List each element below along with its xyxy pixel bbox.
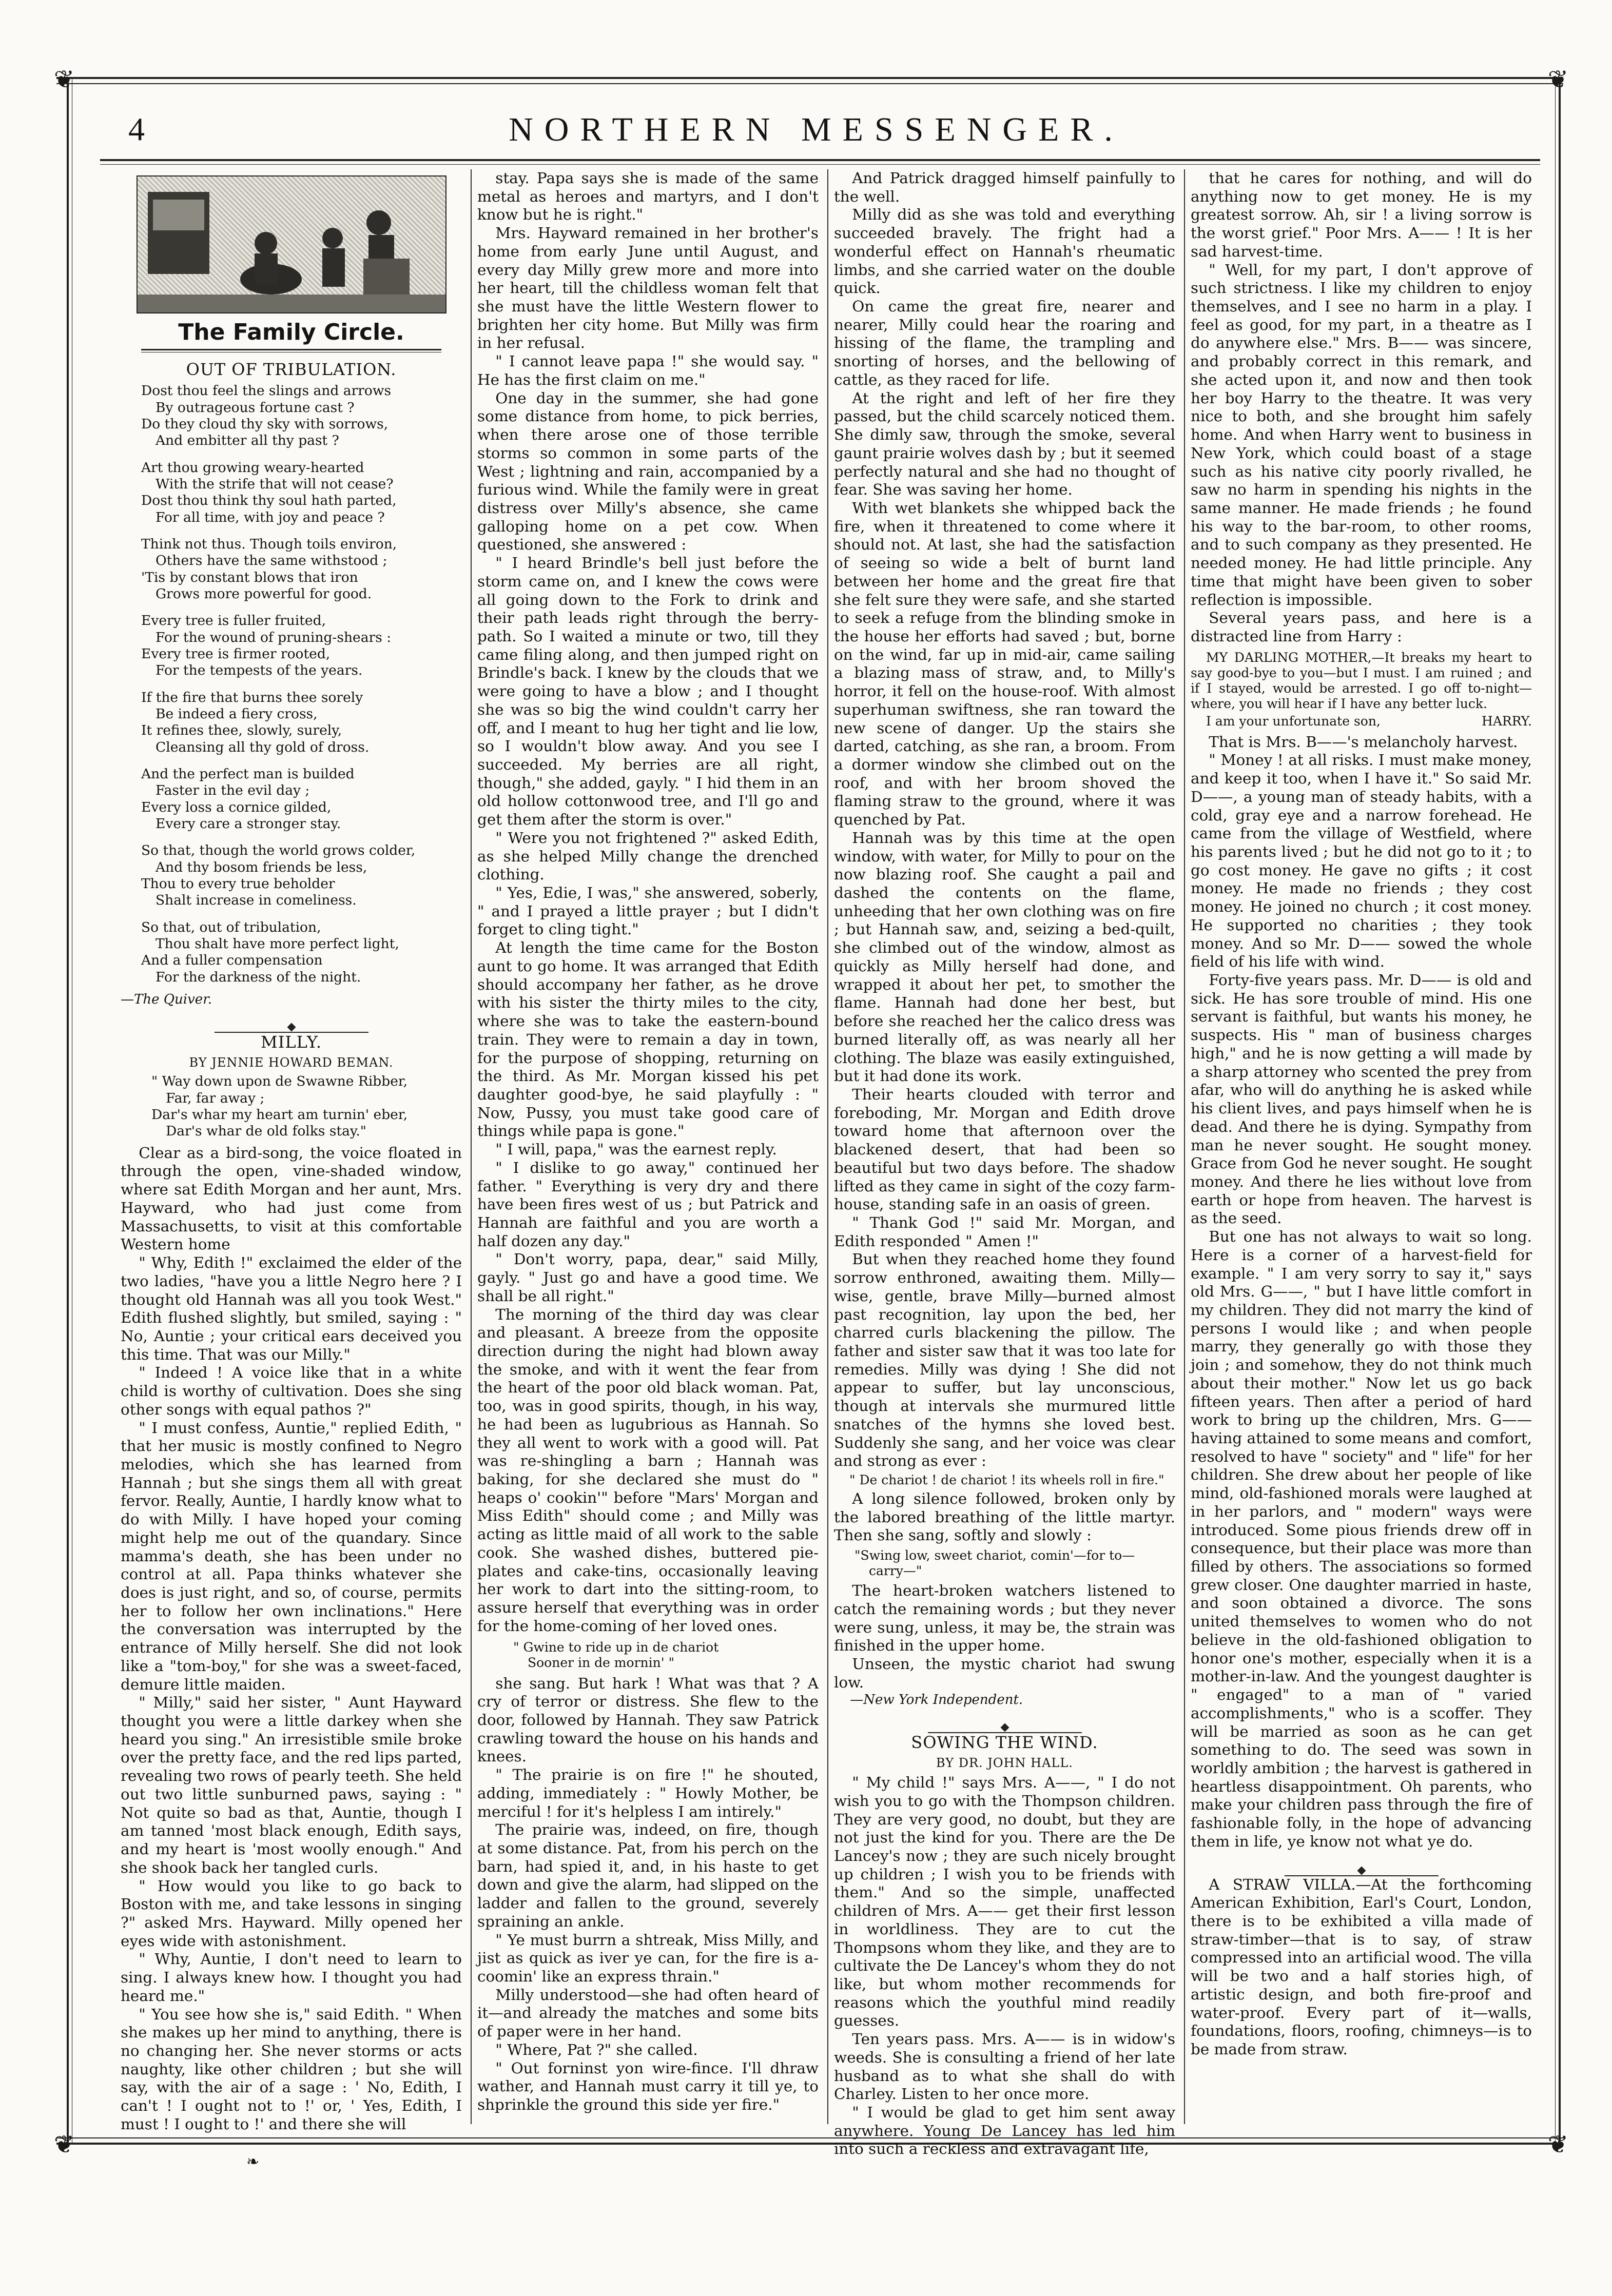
poem-line: Every tree is firmer rooted, [141,645,331,662]
paragraph: Their hearts clouded with terror and foreboding, Mr. Morgan and Edith drove toward home that afternoon over the blackened desert, that had been so beautiful but two days before. The shadow lifted as they came in sight of the cozy farm-house, standing safe in an oasis of green. [834,1085,1175,1213]
poem-line: By outrageous fortune cast ? [156,399,355,416]
article-byline: BY DR. JOHN HALL. [936,1755,1073,1770]
paragraph: But when they reached home they found sorrow enthroned, awaiting them. Milly—wise, gentle, brave Milly—burned almost past recognition, lay upon the bed, her charred curls blackening the pillow. The father and sister saw that it was too late for remedies. Milly was dying ! She did not appear to suffer, but lay unconscious, though at intervals she murmured little snatches of the hymns she loved best. Suddenly she sang, and her voice was clear and strong as ever : [834,1250,1175,1470]
paragraph: " I will, papa," was the earnest reply. [495,1141,777,1159]
poem-line: For the darkness of the night. [156,969,361,985]
article-heading: SOWING THE WIND. [911,1733,1098,1753]
epigraph-line: Dar's whar de old folks stay." [166,1123,366,1140]
poem-line: Shalt increase in comeliness. [156,892,357,909]
story-text-col2b [477,1675,819,2114]
poem-line: And a fuller compensation [141,952,323,969]
straw-villa-lead: A STRAW VILLA. [1209,1875,1356,1893]
paragraph: At the right and left of her fire they passed, but the child scarcely noticed them. She dimly saw, through the smoke, several gaunt prairie wolves dash by ; but it seemed perfectly natural and she had no thought of fear. She was saving her home. [834,389,1175,499]
paragraph: One day in the summer, she had gone some distance from home, to pick berries, when there arose one of those terrible storms so common in some parts of the West ; lightning and rain, accompanied by a furious wind. While the family were in great distress over Milly's absence, she came galloping home on a pet cow. When questioned, she answered : [477,389,819,554]
article-text-col3 [834,1774,1175,2158]
border-top-rule [56,77,1563,84]
family-circle-title: The Family Circle. [178,319,404,345]
paragraph: " I dislike to go away," continued her father. " Everything is very dry and there have been fires west of us ; but Patrick and Hannah are faithful and you are worth a half dozen any day." [477,1159,819,1250]
paragraph: But one has not always to wait so long. Here is a corner of a harvest-field for example. " I am very sorry to say it," says old Mrs. G——, " but I have little comfort in my children. They did not marry the kind of persons I would like ; and when people marry, they generally go with those they join ; and somehow, they do not think much about their mother." Now let us go back fifteen years. Then after a period of hard work to bring up the children, Mrs. G—— having attained to some means and comfort, resolved to have " society" and " life" for her children. She drew about her people of like mind, old-fashioned morals were laughed at in her parlors, and " modern" ways were introduced. Some pious friends drew off in consequence, but their place was more than filled by others. The associations so formed grew closer. One daughter married in haste, and soon obtained a divorce. The sons united themselves to women who do not believe in the old-fashioned obligation to honor one's mother, especially when it is a mother-in-law. And the youngest daughter is " engaged" to a man of " varied accomplishments," who is a scoffer. They will be married as soon as he can get something to do. The seed was sown in worldly ambition ; the harvest is gathered in heartless disappointment. Oh parents, who make your children pass through the fire of fashionable folly, in the hope of advancing them in life, ye know not what ye do. [1191,1228,1532,1850]
straw-villa-paragraph [1191,1876,1532,2059]
poem-stanza [141,460,462,526]
song-line: carry—" [869,1563,922,1579]
poem-line: Others have the same withstood ; [156,553,387,569]
paragraph: " My child !" says Mrs. A——, " I do not wish you to go with the Thompson children. They are very good, no doubt, but they are not just the kind for you. There are the De Lancey's now ; they are such nicely brought up children ; I wish you to be friends with them." And so the simple, unaffected children of Mrs. A—— get their first lesson in worldliness. They are to cut the Thompsons whom they like, and they are to cultivate the De Lancey's whom they do not like, but whom mother recommends for reasons which the youthful mind readily guesses. [834,1774,1175,2030]
story-epigraph [151,1073,462,1140]
poem-line: 'Tis by constant blows that iron [141,569,358,585]
poem-line: It refines thee, slowly, surely, [141,722,342,739]
story-text-col3c [834,1582,1175,1692]
paragraph: " Ye must burrn a shtreak, Miss Milly, and jist as quick as iver ye can, for the fire is a-coomin' like an express thrain." [477,1931,819,1985]
masthead [92,105,1540,156]
paragraph: The heart-broken watchers listened to catch the remaining words ; but they never were sung, unless, it may be, the strain was finished in the upper home. [834,1582,1175,1655]
ornament-corner-icon: ❦ [53,2130,75,2159]
paragraph: With wet blankets she whipped back the fire, when it threatened to come where it should not. At last, she had the satisfaction of seeing so wide a belt of burnt land between her home and the great fire that she felt sure they were safe, and she started to seek a refuge from the blinding smoke in the house her efforts had saved ; but, borne on the wind, far up in mid-air, came sailing a blazing mass of straw, and, to Milly's horror, it fell on the house-roof. With almost superhuman swiftness, she ran toward the new scene of danger. Up the stairs she darted, catching, as she ran, a broom. From a dormer window she climbed out on the roof, and with her broom shoved the flaming straw to the ground, where it was quenched by Pat. [834,499,1175,829]
poem-line: Be indeed a fiery cross, [156,705,318,722]
poem-line: Dost thou think thy soul hath parted, [141,493,397,509]
poem-line: Thou shalt have more perfect light, [156,935,399,952]
paragraph: Ten years pass. Mrs. A—— is in widow's weeds. She is consulting a friend of her late husband as to what she shall do with Charley. Listen to her once more. [834,2030,1175,2103]
poem-line: And embitter all thy past ? [156,433,339,449]
column-2 [477,169,819,2124]
poem-stanza [141,842,462,909]
poem-line: Grows more powerful for good. [156,585,372,602]
paragraph: that he cares for nothing, and will do anything now to get money. He is my greatest sorrow. Ah, sir ! a living sorrow is the worst grief." Poor Mrs. A—— ! It is her sad harvest-time. [1191,169,1532,260]
paragraph: " Money ! at all risks. I must make money, and keep it too, when I have it." So said Mr. D——, a young man of steady habits, with a cold, gray eye and a narrow forehead. He came from the village of Westfield, where his parents lived ; but he did not go to it ; to go cost money. He gave no gifts ; it cost money. He made no friends ; they cost money. He joined no church ; it cost money. He supported no charities ; they took money. And so Mr. D—— sowed the whole field of his life with wind. [1191,751,1532,971]
story-byline: BY JENNIE HOWARD BEMAN. [189,1055,394,1070]
paragraph: That is Mrs. B——'s melancholy harvest. [1209,733,1518,751]
song-line: " Gwine to ride up in de chariot [513,1639,719,1655]
poem-body [121,383,462,986]
ornamental-divider [121,1015,462,1025]
paragraph: " Don't worry, papa, dear," said Milly, gayly. " Just go and have a good time. We shall be all right." [477,1250,819,1305]
paragraph: " The prairie is on fire !" he shouted, adding, immediately : " Howly Mother, be merciful ! for it's helpless I am intirely." [477,1766,819,1820]
story-text-col3b [834,1490,1175,1545]
poem-line: Think not thus. Though toils environ, [141,536,397,552]
song-quote [513,1640,819,1671]
paragraph: On came the great fire, nearer and nearer, Milly could hear the roaring and hissing of the flame, the trampling and snorting of horses, and the bellowing of cattle, as they raced for life. [834,298,1175,388]
straw-villa-text: —At the forthcoming American Exhibition, Earl's Court, London, there is to be exhibited a villa made of straw-timber—that is to say, of straw compressed into an artificial wood. The villa will be two and a half stories high, of artistic design, and both fire-proof and water-proof. Every part of it—walls, foundations, floors, roofing, chimneys—is to be made from straw. [1191,1875,1532,2058]
poem-line: For all time, with joy and peace ? [156,509,385,525]
paragraph: The prairie was, indeed, on fire, though at some distance. Pat, from his perch on the barn, had spied it, and, in his haste to get down and give the alarm, had slipped on the ladder and fallen to the ground, severely spraining an ankle. [477,1821,819,1930]
border-bottom-rule [56,2137,1563,2145]
column-4 [1191,169,1532,2124]
paragraph: Milly did as she was told and everything succeeded bravely. The fright had a wonderful effect on Hannah's rheumatic limbs, and she carried water on the double quick. [834,206,1175,297]
paragraph: The morning of the third day was clear and pleasant. A breeze from the opposite direction during the night had blown away the smoke, and with it went the fear from the heart of the poor old black woman. Pat, too, was in good spirits, though, in his way, he had been as lugubrious as Hannah. So they all went to work with a good will. Pat was re-shingling a barn ; Hannah was baking, for she declared she must do " heaps o' cookin'" before "Mars' Morgan and Miss Edith" should come ; and Milly was acting as little maid of all work to the sable cook. She washed dishes, buttered pie-plates and cake-tins, occasionally leaving her work to dart into the sitting-room, to assure herself that everything was in order for the home-coming of her loved ones. [477,1305,819,1635]
letter-signature: HARRY. [1482,713,1532,729]
masthead-title: NORTHERN MESSENGER. [509,111,1124,148]
poem-line: If the fire that burns thee sorely [141,689,363,705]
story-heading: MILLY. [260,1032,322,1052]
paragraph: " Out forninst yon wire-fince. I'll dhraw wather, and Hannah must carry it till ye, to shprinkle the ground this side yer fire." [477,2059,819,2114]
columns [121,169,1535,2158]
ornament-corner-icon: ❦ [53,65,75,94]
paragraph: " I cannot leave papa !" she would say. " He has the first claim on me." [477,352,819,388]
ornament-corner-icon: ❦ [1547,2130,1569,2159]
poem-line: Faster in the evil day ; [156,782,310,799]
poem-line: With the strife that will not cease? [156,476,394,492]
poem-stanza [141,613,462,679]
column-3 [834,169,1175,2158]
paragraph: Milly understood—she had often heard of it—and already the matches and some bits of paper were in her hand. [477,1986,819,2040]
poem-line: Every loss a cornice gilded, [141,799,332,815]
paragraph: Hannah was by this time at the open window, with water, for Milly to pour on the now blazing roof. She caught a pail and dashed the contents on the flame, unheeding that her own clothing was on fire ; but Hannah saw, and, seizing a bed-quilt, she climbed out of the window, almost as quickly as Milly herself had done, and wrapped it about her pet, to smother the flame. Hannah had done her best, but before she reached her the calico dress was burned literally off, as was nearly all her clothing. The blaze was easily extinguished, but it had done its work. [834,829,1175,1085]
poem-line: Every care a stronger stay. [156,815,341,832]
epigraph-line: Dar's whar my heart am turnin' eber, [151,1107,408,1123]
story-text-col1 [121,1144,462,2134]
story-text-col3 [834,169,1175,1470]
poem-stanza [141,766,462,832]
chariot-line: " De chariot ! de chariot ! its wheels roll in fire." [849,1473,1164,1488]
paragraph: " Yes, Edie, I was," she answered, soberly, " and I prayed a little prayer ; but I didn't forget to cling tight." [477,884,819,938]
poem-stanza [141,919,462,986]
ornamental-divider [834,1715,1175,1725]
letter-close: I am your unfortunate son, [1206,713,1381,729]
poem-line: And thy bosom friends be less, [156,859,367,875]
harry-letter-close [1191,714,1532,729]
article-text-col4b [1191,733,1532,1851]
story-source: —New York Independent. [850,1692,1023,1708]
column-1 [121,169,462,2133]
paragraph: A long silence followed, broken only by the labored breathing of the little martyr. Then she sang, softly and slowly : [834,1490,1175,1544]
section-rule [141,349,441,352]
song-line: Sooner in de mornin' " [528,1655,675,1670]
poem-line: Every tree is fuller fruited, [141,613,326,629]
poem-line: Dost thou feel the slings and arrows [141,383,392,399]
paragraph: " How would you like to go back to Boston with me, and take lessons in singing ?" asked Mrs. Hayward. Milly opened her eyes wide with astonishment. [121,1877,462,1950]
paragraph: " Why, Auntie, I don't need to learn to sing. I always knew how. I thought you had heard me." [121,1950,462,2005]
epigraph-line: " Way down upon de Swawne Ribber, [151,1073,408,1090]
poem-line: For the wound of pruning-shears : [156,629,392,645]
masthead-rule [100,159,1540,165]
poem-line: Art thou growing weary-hearted [141,459,364,476]
poem-stanza [141,690,462,756]
paragraph: " I would be glad to get him sent away anywhere. Young De Lancey has led him into such a reckless and extravagant life, [834,2104,1175,2158]
family-circle-illustration [137,175,446,313]
paragraph: " I heard Brindle's bell just before the storm came on, and I knew the cows were all going down to the Fork to drink and their path leads right through the berry-path. So I waited a minute or two, till they came filing along, and then jumped right on Brindle's back. I knew by the clouds that we were going to have a blow ; and I thought she was so big the wind couldn't carry her off, and I meant to hug her tight and lie low, so I wouldn't blow away. And you see I succeeded. My berries are all right, though," she added, gayly. " I hid them in an old hollow cottonwood tree, and I'll go and get them after the storm is over." [477,554,819,829]
story-text-col2 [477,169,819,1636]
epigraph-line: Far, far away ; [166,1090,265,1106]
paragraph: Forty-five years pass. Mr. D—— is old and sick. He has sore trouble of mind. His one servant is faithful, but wants his money, he suspects. His " man of business charges high," and he is now getting a will made by a sharp attorney who scented the prey from afar, who will do anything he is asked while his client lives, and pays himself when he is dead. And there he is dying. Sympathy from man he never sought. He sought money. Grace from God he never sought. He sought money. And there he lies without love from earth or hope from heaven. The harvest is as the seed. [1191,971,1532,1227]
paragraph: " Were you not frightened ?" asked Edith, as she helped Milly change the drenched clothing. [477,829,819,884]
paragraph: " Thank God !" said Mr. Morgan, and Edith responded " Amen !" [834,1213,1175,1250]
paragraph: At length the time came for the Boston aunt to go home. It was arranged that Edith should accompany her father, as he drove with his sister the thirty miles to the city, where she was to take the eastern-bound train. They were to remain a day in town, for the purpose of shopping, returning on the third. As Mr. Morgan kissed his pet daughter good-bye, he said playfully : " Now, Pussy, you must take good care of things while papa is gone." [477,939,819,1140]
paragraph: " Indeed ! A voice like that in a white child is worthy of cultivation. Does she sing other songs with equal pathos ?" [121,1364,462,1418]
border-left-rule [67,77,72,2145]
poem-line: For the tempests of the years. [156,662,363,679]
poem-line: Do they cloud thy sky with sorrows, [141,416,389,432]
border-right-rule [1555,77,1561,2145]
poem-line: Cleansing all thy gold of dross. [156,739,370,755]
poem-stanza [141,536,462,602]
paragraph: Clear as a bird-song, the voice floated in through the open, vine-shaded window, where sat Edith Morgan and her aunt, Mrs. Hayward, who had just come from Massachusetts, to visit at this comfortable Western home [121,1144,462,1253]
poem-line: So that, out of tribulation, [141,919,321,935]
poem-stanza [141,383,462,449]
poem-line: And the perfect man is builded [141,766,355,782]
paragraph: Unseen, the mystic chariot had swung low. [834,1655,1175,1691]
poem-line: Thou to every true beholder [141,875,335,892]
printer-mark-icon: ❧ [246,2153,260,2171]
poem-source: —The Quiver. [121,991,212,1007]
paragraph: " Why, Edith !" exclaimed the elder of the two ladies, "have you a little Negro here ? I thought old Hannah was all you took West." Edith flushed slightly, but smiled, saying : " No, Auntie ; your critical ears deceived you this time. That was our Milly." [121,1254,462,1363]
paragraph: stay. Papa says she is made of the same metal as heroes and martyrs, and I don't know but he is right." [477,169,819,224]
poem-line: So that, though the world grows colder, [141,842,416,859]
paragraph: " Well, for my part, I don't approve of such strictness. I like my children to enjoy themselves, and I see no harm in a play. I feel as good, for my part, in a theatre as I do anywhere else." Mrs. B—— was sincere, and probably correct in this remark, and she acted upon it, and now and then took her boy Harry to the theatre. It was very nice to both, and she brought him safely home. And when Harry went to business in New York, which could boast of a stage such as his native city poorly rivalled, he saw no harm in spending his nights in the same manner. He made friends ; he found his way to the bar-room, to other rooms, and to such company as they presented. He needed money. He had little principle. Any time that might have been given to sober reflection is impossible. [1191,261,1532,609]
page-number: 4 [128,111,145,147]
paragraph: " You see how she is," said Edith. " When she makes up her mind to anything, there is no changing her. She never storms or acts naughty, like other children ; but she will say, with the air of a sage : ' No, Edith, I can't ! I ought not to !' or, ' Yes, Edith, I must ! I ought to !' and there she will [121,2005,462,2133]
paragraph: " Where, Pat ?" she called. [495,2040,698,2058]
paragraph: Mrs. Hayward remained in her brother's home from early June until August, and every day Milly grew more and more into her heart, till the childless woman felt that she must have the little Western flower to brighten her city home. But Milly was firm in her refusal. [477,224,819,352]
harry-letter: MY DARLING MOTHER,—It breaks my heart to say good-bye to you—but I must. I am ruined ; and if I stayed, would be arrested. I go off to-night—where, you will hear if I have any better luck. [1191,650,1532,711]
paragraph: And Patrick dragged himself painfully to the well. [834,169,1175,205]
paragraph: " Milly," said her sister, " Aunt Hayward thought you were a little darkey when she heard you sing." An irresistible smile broke over the pretty face, and the red lips parted, revealing two rows of pearly teeth. She held out two little sunburned paws, saying : " Not quite so bad as that, Auntie, though I am tanned 'most black enough, Edith says, and my heart is 'most woolly enough." And she shook back her tangled curls. [121,1694,462,1876]
poem-heading: OUT OF TRIBULATION. [186,360,397,380]
article-text-col4 [1191,169,1532,646]
paragraph: " I must confess, Auntie," replied Edith, " that her music is mostly confined to Negro melodies, which she has learned from Hannah ; but she sings them all with great fervor. Really, Auntie, I hardly know what to do with Milly. I have hoped your coming might help me out of the quandary. Since mamma's death, she has been under no control at all. Papa thinks whatever she does is just right, and so, of course, permits her to follow her own inclinations." Here the conversation was interrupted by the entrance of Milly herself. She did not look like a "tom-boy," for she was a sweet-faced, demure little maiden. [121,1419,462,1693]
ornamental-divider [1191,1858,1532,1869]
paragraph: she sang. But hark ! What was that ? A cry of terror or distress. She flew to the door, followed by Hannah. They saw Patrick crawling toward the house on his hands and knees. [477,1674,819,1765]
paragraph: Several years pass, and here is a distracted line from Harry : [1191,609,1532,645]
ornament-corner-icon: ❦ [1547,65,1569,94]
swing-low-quote [854,1548,1175,1579]
song-line: "Swing low, sweet chariot, comin'—for to— [854,1548,1135,1563]
